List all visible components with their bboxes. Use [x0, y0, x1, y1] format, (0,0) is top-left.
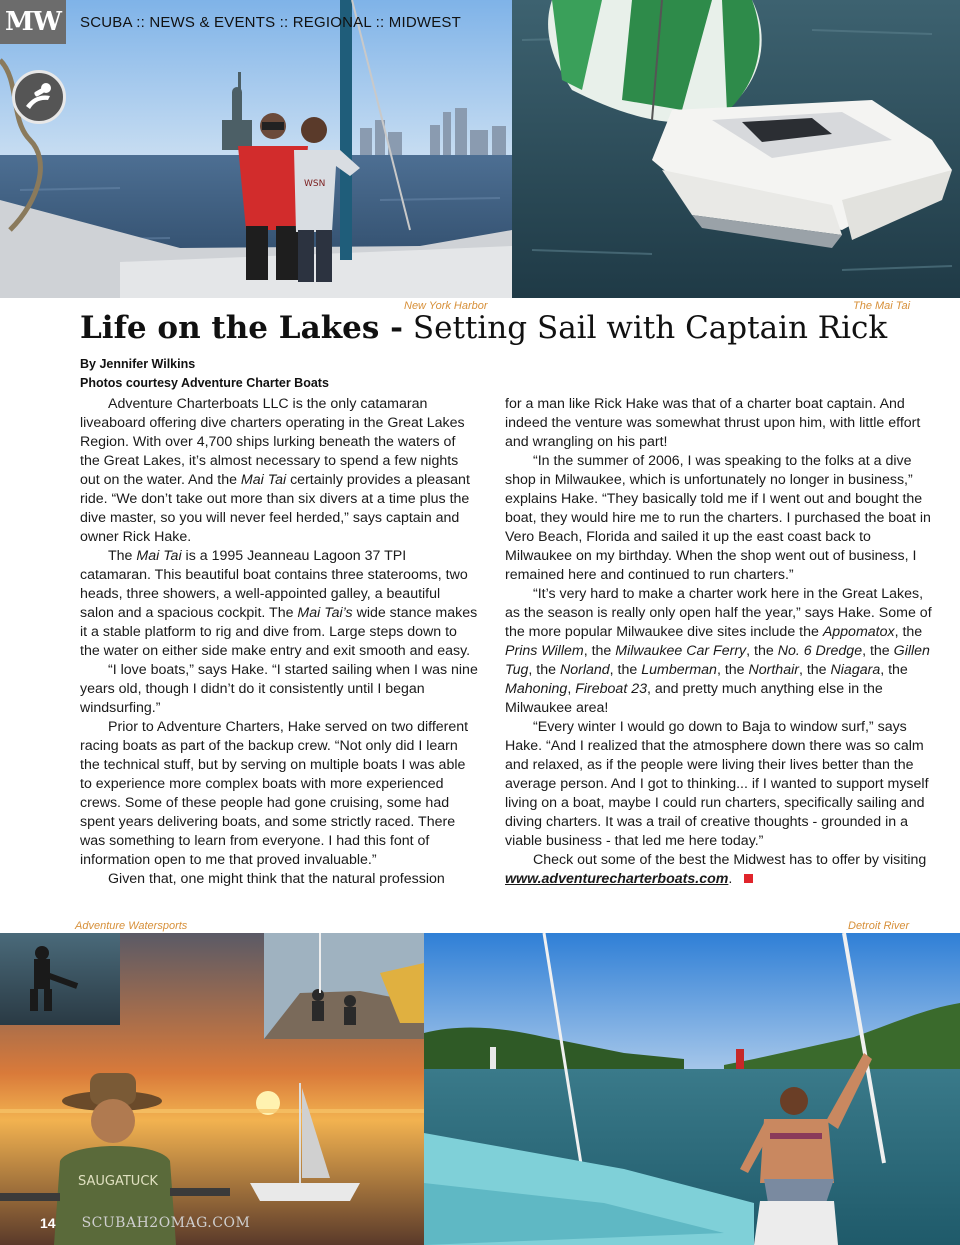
section-header: [0, 0, 461, 44]
article-column-left: [80, 395, 478, 889]
paragraph: The Mai Tai is a 1995 Jeanneau Lagoon 37 TPI catamaran. This beautiful boat contains three staterooms, two heads, three showers, a well-appointed galley, a beautiful salon and a spacious cockpit. The Mai Tai’s wide stance makes it a stable platform to rig and dive from. Large steps down to the water on either side make entry and exit smooth and easy.: [80, 548, 478, 659]
title-main: Life on the Lakes -: [80, 310, 404, 346]
new-york-harbor-photo: [0, 0, 512, 298]
page-footer: [40, 1215, 250, 1231]
breadcrumb: SCUBA :: NEWS & EVENTS :: REGIONAL :: MIDWEST: [80, 13, 462, 31]
paragraph: “In the summer of 2006, I was speaking to the folks at a dive shop in Milwaukee, which is unfortunately no longer in business,” explains Hake. “They basically told me if I went out and bought the boat, they would hire me to run the charters. I purchased the boat in Vero Beach, Florida and sailed it up the east coast back to Milwaukee on my birthday. When the shop went out of business, I remained here and continued to run charters.”: [505, 453, 931, 583]
end-mark: [744, 874, 753, 883]
diver-icon: [12, 70, 66, 124]
magazine-site: SCUBAH2OMAG.COM: [81, 1215, 251, 1231]
article-title: [80, 310, 887, 346]
author-byline: By Jennifer Wilkins: [80, 357, 196, 371]
paragraph: “Every winter I would go down to Baja to window surf,” says Hake. “And I realized that the atmosphere down there was so calm and relaxed, as if the people were living their lives better than the average person. And I got to thinking... if I wanted to support myself living on a boat, maybe I could run charters, specifically sailing and diving charters. It was a trail of creative thoughts - grounded in a viable business - that led me here today.”: [505, 719, 929, 849]
caption-new-york-harbor: New York Harbor: [404, 300, 488, 312]
adventure-watersports-collage: [0, 933, 424, 1245]
paragraph: Adventure Charterboats LLC is the only catamaran liveaboard offering dive charters operating in the Great Lakes Region. With over 4,700 ships lurking beneath the waters of the Great Lakes, it’s almost necessary to spend a few nights out on the water. And the Mai Tai certainly provides a pleasant ride. “We don’t take out more than six divers at a time plus the dive master, so you will never feel herded,” says captain and owner Rick Hake.: [80, 396, 470, 545]
article-column-right: [505, 395, 937, 889]
detroit-river-photo: [424, 933, 960, 1245]
paragraph: Given that, one might think that the natural profession: [108, 871, 445, 887]
caption-adventure-watersports: Adventure Watersports: [75, 920, 188, 932]
caption-detroit-river: Detroit River: [848, 920, 910, 932]
paragraph: Check out some of the best the Midwest has to offer by visiting www.adventurecharterboats.com.: [505, 852, 927, 887]
paragraph: for a man like Rick Hake was that of a charter boat captain. And indeed the venture was somewhat thrust upon him, with little effort and wrangling on his part!: [505, 396, 921, 450]
page-number: 14: [40, 1215, 56, 1231]
website-link[interactable]: www.adventurecharterboats.com: [505, 871, 729, 887]
paragraph: Prior to Adventure Charters, Hake served on two different racing boats as part of the backup crew. “Not only did I learn the technical stuff, but by serving on multiple boats I was able to experience more complex boats with more experienced crews. Some of these people had gone cruising, some had spent years delivering boats, and some strictly raced. There was something to learn from everyone. I had this font of information open to me that proved invaluable.”: [80, 719, 469, 868]
svg-text:SAUGATUCK: SAUGATUCK: [78, 1174, 158, 1189]
paragraph: “I love boats,” says Hake. “I started sailing when I was nine years old, though I didn’t do it consistently until I began windsurfing.”: [80, 662, 478, 716]
mai-tai-catamaran-photo: [512, 0, 960, 298]
midwest-badge: MW: [0, 0, 66, 44]
caption-mai-tai: The Mai Tai: [853, 300, 911, 312]
title-sub: Setting Sail with Captain Rick: [412, 310, 888, 346]
paragraph: “It’s very hard to make a charter work here in the Great Lakes, as the season is really only open half the year,” says Hake. Some of the more popular Milwaukee dive sites include the Appomatox, the Prins Willem, the Milwaukee Car Ferry, the No. 6 Dredge, the Gillen Tug, the Norland, the Lumberman, the Northair, the Niagara, the Mahoning, Fireboat 23, and pretty much anything else in the Milwaukee area!: [505, 586, 932, 716]
photo-credit: Photos courtesy Adventure Charter Boats: [80, 376, 329, 390]
svg-text:WSN: WSN: [304, 179, 326, 189]
